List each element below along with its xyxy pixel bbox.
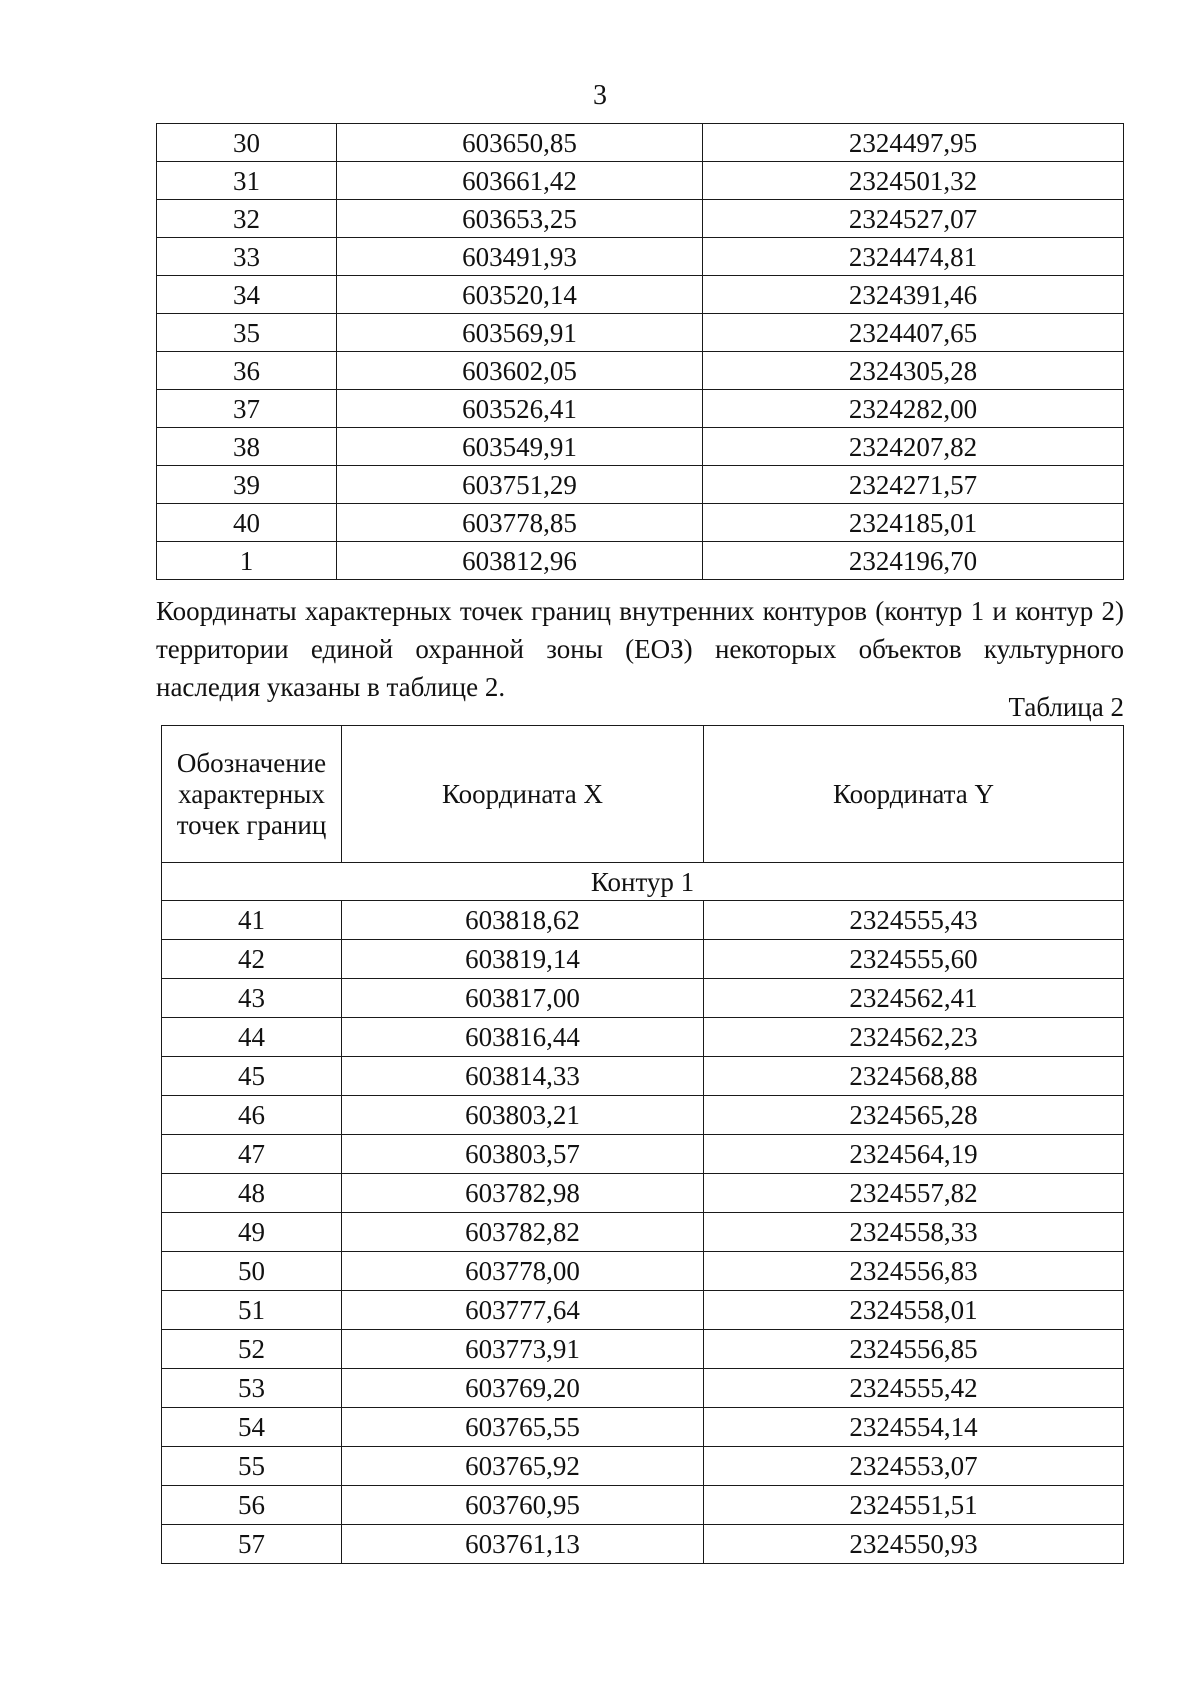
table-caption: Таблица 2: [1008, 692, 1124, 722]
coordinate-x-cell: 603777,64: [342, 1291, 704, 1330]
coordinate-y-cell: 2324555,60: [704, 940, 1124, 979]
point-number-cell: 54: [162, 1408, 342, 1447]
contour-label: Контур 1: [162, 863, 1124, 901]
table-row: [162, 1096, 1124, 1135]
point-number-cell: 46: [162, 1096, 342, 1135]
coordinate-x-cell: 603549,91: [337, 428, 703, 466]
header-row: [162, 726, 1124, 863]
coordinate-x-cell: 603761,13: [342, 1525, 704, 1564]
coordinate-x-cell: 603769,20: [342, 1369, 704, 1408]
coordinate-y-cell: 2324555,43: [704, 901, 1124, 940]
coordinate-x-cell: 603526,41: [337, 390, 703, 428]
coordinate-x-cell: 603569,91: [337, 314, 703, 352]
table-row: [162, 1447, 1124, 1486]
table1-body: [157, 124, 1124, 580]
table-row: [162, 1135, 1124, 1174]
point-number-cell: 56: [162, 1486, 342, 1525]
table-row: [157, 542, 1124, 580]
coordinate-x-cell: 603661,42: [337, 162, 703, 200]
table-row: [157, 390, 1124, 428]
coordinate-y-cell: 2324391,46: [703, 276, 1124, 314]
coordinate-y-cell: 2324501,32: [703, 162, 1124, 200]
coordinate-x-cell: 603819,14: [342, 940, 704, 979]
point-number-cell: 53: [162, 1369, 342, 1408]
point-number-cell: 50: [162, 1252, 342, 1291]
point-number-cell: 51: [162, 1291, 342, 1330]
point-number-cell: 47: [162, 1135, 342, 1174]
coordinate-y-cell: 2324207,82: [703, 428, 1124, 466]
coordinate-x-cell: 603803,57: [342, 1135, 704, 1174]
coordinate-x-cell: 603765,55: [342, 1408, 704, 1447]
table-row: [162, 1291, 1124, 1330]
coordinate-y-cell: 2324562,23: [704, 1018, 1124, 1057]
coordinate-y-cell: 2324527,07: [703, 200, 1124, 238]
table-row: [162, 940, 1124, 979]
coordinate-y-cell: 2324555,42: [704, 1369, 1124, 1408]
table-row: [162, 1018, 1124, 1057]
table2-header: [162, 726, 1124, 901]
coordinate-x-cell: 603520,14: [337, 276, 703, 314]
table-row: [157, 162, 1124, 200]
coordinate-y-cell: 2324196,70: [703, 542, 1124, 580]
coordinate-y-cell: 2324558,01: [704, 1291, 1124, 1330]
coordinate-x-cell: 603812,96: [337, 542, 703, 580]
page-number: 3: [593, 80, 607, 111]
body-paragraph: Координаты характерных точек границ внутренних контуров (контур 1 и контур 2) территории единой охранной зоны (ЕОЗ) некоторых объектов культурного наследия указаны в таблице 2.: [156, 596, 1124, 702]
coordinate-y-cell: 2324497,95: [703, 124, 1124, 162]
table-row: [157, 314, 1124, 352]
coordinate-x-cell: 603817,00: [342, 979, 704, 1018]
coordinate-y-cell: 2324185,01: [703, 504, 1124, 542]
table-row: [157, 504, 1124, 542]
table-row: [162, 1057, 1124, 1096]
point-number-cell: 33: [157, 238, 337, 276]
coordinate-x-cell: 603773,91: [342, 1330, 704, 1369]
point-number-cell: 39: [157, 466, 337, 504]
table-row: [157, 352, 1124, 390]
coordinate-x-cell: 603650,85: [337, 124, 703, 162]
table-row: [162, 1369, 1124, 1408]
point-number-cell: 40: [157, 504, 337, 542]
coordinate-y-cell: 2324556,85: [704, 1330, 1124, 1369]
coordinates-table-continued: [156, 123, 1124, 580]
coordinate-y-cell: 2324562,41: [704, 979, 1124, 1018]
table-row: [157, 200, 1124, 238]
point-number-cell: 32: [157, 200, 337, 238]
coordinate-x-cell: 603778,00: [342, 1252, 704, 1291]
coordinate-x-cell: 603818,62: [342, 901, 704, 940]
coordinate-x-cell: 603782,98: [342, 1174, 704, 1213]
table-row: [157, 276, 1124, 314]
point-number-cell: 42: [162, 940, 342, 979]
point-number-cell: 52: [162, 1330, 342, 1369]
table-row: [162, 1525, 1124, 1564]
table-row: [157, 428, 1124, 466]
table-row: [162, 1174, 1124, 1213]
header-coordinate-x: Координата X: [342, 726, 704, 863]
coordinate-y-cell: 2324305,28: [703, 352, 1124, 390]
table-row: [162, 1486, 1124, 1525]
coordinate-y-cell: 2324282,00: [703, 390, 1124, 428]
table-row: [157, 238, 1124, 276]
point-number-cell: 43: [162, 979, 342, 1018]
coordinate-y-cell: 2324550,93: [704, 1525, 1124, 1564]
header-coordinate-y: Координата Y: [704, 726, 1124, 863]
table-row: [162, 1213, 1124, 1252]
coordinate-y-cell: 2324553,07: [704, 1447, 1124, 1486]
point-number-cell: 55: [162, 1447, 342, 1486]
coordinate-x-cell: 603782,82: [342, 1213, 704, 1252]
coordinate-x-cell: 603653,25: [337, 200, 703, 238]
table-row: [162, 1408, 1124, 1447]
coordinate-x-cell: 603765,92: [342, 1447, 704, 1486]
point-number-cell: 37: [157, 390, 337, 428]
point-number-cell: 57: [162, 1525, 342, 1564]
point-number-cell: 49: [162, 1213, 342, 1252]
point-number-cell: 41: [162, 901, 342, 940]
coordinate-x-cell: 603602,05: [337, 352, 703, 390]
point-number-cell: 48: [162, 1174, 342, 1213]
table-row: [157, 124, 1124, 162]
coordinate-y-cell: 2324558,33: [704, 1213, 1124, 1252]
table2-body: [162, 901, 1124, 1564]
coordinate-y-cell: 2324554,14: [704, 1408, 1124, 1447]
contour-row: [162, 863, 1124, 901]
header-point-designation: Обозначение характерных точек границ: [162, 726, 342, 863]
coordinate-x-cell: 603751,29: [337, 466, 703, 504]
coordinate-y-cell: 2324568,88: [704, 1057, 1124, 1096]
point-number-cell: 44: [162, 1018, 342, 1057]
table-row: [157, 466, 1124, 504]
coordinate-x-cell: 603803,21: [342, 1096, 704, 1135]
coordinate-x-cell: 603760,95: [342, 1486, 704, 1525]
coordinate-x-cell: 603491,93: [337, 238, 703, 276]
table-row: [162, 979, 1124, 1018]
table-row: [162, 1330, 1124, 1369]
point-number-cell: 30: [157, 124, 337, 162]
coordinate-y-cell: 2324407,65: [703, 314, 1124, 352]
table-row: [162, 1252, 1124, 1291]
point-number-cell: 34: [157, 276, 337, 314]
coordinate-y-cell: 2324556,83: [704, 1252, 1124, 1291]
coordinate-y-cell: 2324271,57: [703, 466, 1124, 504]
coordinate-y-cell: 2324557,82: [704, 1174, 1124, 1213]
coordinate-x-cell: 603816,44: [342, 1018, 704, 1057]
point-number-cell: 45: [162, 1057, 342, 1096]
point-number-cell: 36: [157, 352, 337, 390]
point-number-cell: 1: [157, 542, 337, 580]
point-number-cell: 38: [157, 428, 337, 466]
coordinate-x-cell: 603814,33: [342, 1057, 704, 1096]
point-number-cell: 35: [157, 314, 337, 352]
coordinates-table-2: [161, 725, 1124, 1564]
coordinate-y-cell: 2324565,28: [704, 1096, 1124, 1135]
coordinate-y-cell: 2324551,51: [704, 1486, 1124, 1525]
table-row: [162, 901, 1124, 940]
coordinate-y-cell: 2324564,19: [704, 1135, 1124, 1174]
coordinate-y-cell: 2324474,81: [703, 238, 1124, 276]
coordinate-x-cell: 603778,85: [337, 504, 703, 542]
point-number-cell: 31: [157, 162, 337, 200]
